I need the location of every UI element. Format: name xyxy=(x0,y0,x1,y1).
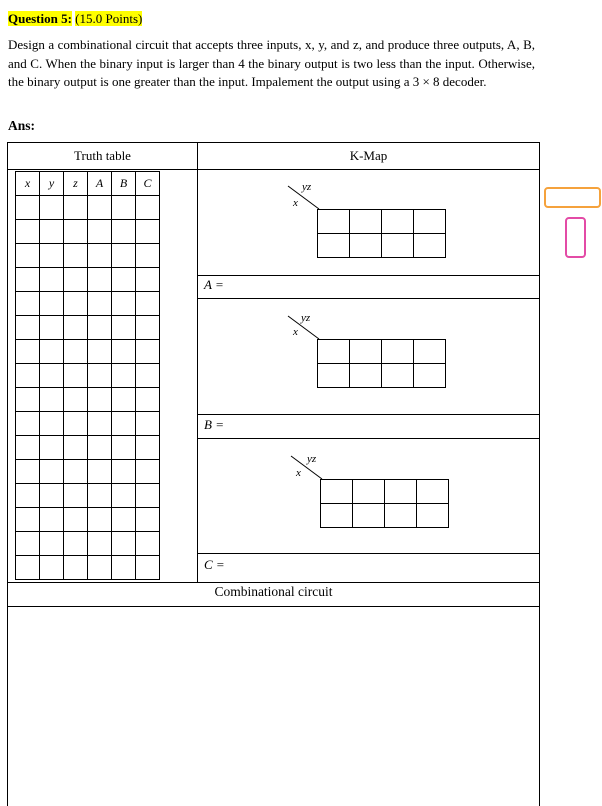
truth-table-cell[interactable] xyxy=(112,220,136,244)
truth-table-cell[interactable] xyxy=(64,196,88,220)
truth-table-cell[interactable] xyxy=(136,484,160,508)
truth-table-row xyxy=(16,340,160,364)
column-header-c: C xyxy=(136,172,160,196)
truth-table-cell[interactable] xyxy=(136,436,160,460)
truth-table-cell[interactable] xyxy=(40,412,64,436)
combinational-circuit-header: Combinational circuit xyxy=(214,584,333,599)
table-top-border xyxy=(7,142,540,143)
truth-table-cell[interactable] xyxy=(88,460,112,484)
truth-table-row xyxy=(16,220,160,244)
truth-table-cell[interactable] xyxy=(64,484,88,508)
truth-table-cell[interactable] xyxy=(40,460,64,484)
truth-table-cell[interactable] xyxy=(88,340,112,364)
truth-table-cell[interactable] xyxy=(112,556,136,580)
equation-a-label: A = xyxy=(204,277,224,292)
truth-table-grid xyxy=(15,171,160,580)
truth-table-cell[interactable] xyxy=(112,460,136,484)
truth-table-cell[interactable] xyxy=(88,436,112,460)
truth-table-cell[interactable] xyxy=(136,460,160,484)
truth-table-row xyxy=(16,244,160,268)
truth-table-cell[interactable] xyxy=(112,412,136,436)
kmap-header: K-Map xyxy=(349,148,388,163)
truth-table-cell[interactable] xyxy=(136,364,160,388)
truth-table-row xyxy=(16,556,160,580)
truth-table-cell[interactable] xyxy=(40,316,64,340)
truth-table-cell[interactable] xyxy=(136,532,160,556)
truth-table-cell[interactable] xyxy=(16,292,40,316)
table-header-divider xyxy=(7,169,540,170)
truth-table-cell[interactable] xyxy=(64,340,88,364)
truth-table-cell[interactable] xyxy=(88,244,112,268)
truth-table-cell[interactable] xyxy=(136,196,160,220)
question-label: Question 5: xyxy=(8,11,72,26)
truth-table-row xyxy=(16,436,160,460)
truth-table-row xyxy=(16,268,160,292)
truth-table-row xyxy=(16,196,160,220)
pink-annotation-box[interactable] xyxy=(565,217,586,258)
truth-table-cell[interactable] xyxy=(88,196,112,220)
truth-table-cell[interactable] xyxy=(40,508,64,532)
truth-table-cell[interactable] xyxy=(40,556,64,580)
truth-table-cell[interactable] xyxy=(16,484,40,508)
truth-table-cell[interactable] xyxy=(64,412,88,436)
truth-table-cell[interactable] xyxy=(16,316,40,340)
kmap-a-equation-top xyxy=(197,275,540,276)
kmap-b-equation-top xyxy=(197,414,540,415)
kmap-a-col-var: yz xyxy=(302,181,312,193)
truth-table-row xyxy=(16,508,160,532)
truth-table-cell[interactable] xyxy=(88,268,112,292)
truth-table-body xyxy=(16,196,160,580)
question-points: (15.0 Points) xyxy=(75,11,143,26)
truth-table-cell[interactable] xyxy=(112,340,136,364)
equation-c-label: C = xyxy=(204,557,225,572)
truth-table-row xyxy=(16,412,160,436)
truth-table-cell[interactable] xyxy=(64,388,88,412)
kmap-a-grid xyxy=(317,209,446,258)
truth-table-cell[interactable] xyxy=(136,556,160,580)
kmap-b-col-var: yz xyxy=(301,312,311,324)
truth-table-cell[interactable] xyxy=(16,412,40,436)
truth-table-cell[interactable] xyxy=(16,340,40,364)
combinational-header-divider xyxy=(7,606,540,607)
truth-table-row xyxy=(16,532,160,556)
kmap-c-grid xyxy=(320,479,449,528)
truth-table-row xyxy=(16,364,160,388)
truth-table-cell[interactable] xyxy=(64,244,88,268)
table-left-border xyxy=(7,142,8,806)
truth-table-cell[interactable] xyxy=(40,532,64,556)
truth-table-cell[interactable] xyxy=(16,196,40,220)
column-header-x: x xyxy=(16,172,40,196)
kmap-a-equation-bottom xyxy=(197,298,540,299)
truth-table-cell[interactable] xyxy=(88,292,112,316)
truth-table-cell[interactable] xyxy=(16,508,40,532)
truth-table-cell[interactable] xyxy=(112,388,136,412)
truth-table-header-row xyxy=(16,172,160,196)
truth-table-cell[interactable] xyxy=(88,388,112,412)
truth-table-cell[interactable] xyxy=(40,292,64,316)
truth-table-cell[interactable] xyxy=(40,436,64,460)
truth-table-row xyxy=(16,460,160,484)
kmap-c-row-var: x xyxy=(296,467,301,479)
truth-table-cell[interactable] xyxy=(88,412,112,436)
orange-annotation-box[interactable] xyxy=(544,187,601,208)
truth-table-cell[interactable] xyxy=(112,292,136,316)
truth-table-cell[interactable] xyxy=(136,388,160,412)
truth-table-cell[interactable] xyxy=(88,484,112,508)
truth-table-cell[interactable] xyxy=(88,532,112,556)
truth-table-cell[interactable] xyxy=(112,316,136,340)
table-right-border xyxy=(539,142,540,806)
truth-table-cell[interactable] xyxy=(136,508,160,532)
truth-table-cell[interactable] xyxy=(64,532,88,556)
truth-table-cell[interactable] xyxy=(64,220,88,244)
truth-table-cell[interactable] xyxy=(64,292,88,316)
kmap-c-col-var: yz xyxy=(307,453,317,465)
truth-table-cell[interactable] xyxy=(88,220,112,244)
answer-label: Ans: xyxy=(8,118,36,133)
truth-table-cell[interactable] xyxy=(40,484,64,508)
truth-table-cell[interactable] xyxy=(40,268,64,292)
column-header-b: B xyxy=(112,172,136,196)
truth-table-cell[interactable] xyxy=(64,508,88,532)
truth-table-row xyxy=(16,316,160,340)
column-header-y: y xyxy=(40,172,64,196)
truth-table-cell[interactable] xyxy=(16,244,40,268)
truth-table-cell[interactable] xyxy=(16,388,40,412)
kmap-c-equation-top xyxy=(197,553,540,554)
truth-table-cell[interactable] xyxy=(112,532,136,556)
question-heading xyxy=(8,10,142,27)
truth-table-cell[interactable] xyxy=(112,436,136,460)
kmap-b-grid xyxy=(317,339,446,388)
truth-table-cell[interactable] xyxy=(16,220,40,244)
truth-table-cell[interactable] xyxy=(16,364,40,388)
column-header-a: A xyxy=(88,172,112,196)
truth-table-cell[interactable] xyxy=(64,436,88,460)
truth-table-cell[interactable] xyxy=(136,268,160,292)
truth-table-cell[interactable] xyxy=(112,364,136,388)
truth-table-cell[interactable] xyxy=(112,268,136,292)
truth-table-cell[interactable] xyxy=(136,412,160,436)
truth-table-cell[interactable] xyxy=(40,196,64,220)
kmap-a-row-var: x xyxy=(293,197,298,209)
truth-table-cell[interactable] xyxy=(64,460,88,484)
truth-table-cell[interactable] xyxy=(40,388,64,412)
truth-table-row xyxy=(16,292,160,316)
truth-table-row xyxy=(16,484,160,508)
truth-table-cell[interactable] xyxy=(16,460,40,484)
equation-b-label: B = xyxy=(204,417,224,432)
truth-table-cell[interactable] xyxy=(16,556,40,580)
truth-table-cell[interactable] xyxy=(16,268,40,292)
kmap-b-row-var: x xyxy=(293,326,298,338)
table-column-divider xyxy=(197,142,198,582)
truth-table-cell[interactable] xyxy=(136,316,160,340)
truth-table-cell[interactable] xyxy=(64,268,88,292)
truth-table-cell[interactable] xyxy=(64,364,88,388)
truth-table-cell[interactable] xyxy=(16,436,40,460)
truth-table-cell[interactable] xyxy=(112,196,136,220)
truth-table-cell[interactable] xyxy=(136,292,160,316)
table-mid-divider xyxy=(7,582,540,583)
truth-table-cell[interactable] xyxy=(136,220,160,244)
truth-table-cell[interactable] xyxy=(40,220,64,244)
truth-table-cell[interactable] xyxy=(112,508,136,532)
truth-table-cell[interactable] xyxy=(88,316,112,340)
truth-table-cell[interactable] xyxy=(88,508,112,532)
truth-table-cell[interactable] xyxy=(16,532,40,556)
truth-table-cell[interactable] xyxy=(88,364,112,388)
truth-table-cell[interactable] xyxy=(40,364,64,388)
truth-table-cell[interactable] xyxy=(40,244,64,268)
kmap-b-equation-bottom xyxy=(197,438,540,439)
truth-table-row xyxy=(16,388,160,412)
truth-table-cell[interactable] xyxy=(88,556,112,580)
truth-table-cell[interactable] xyxy=(136,244,160,268)
truth-table-cell[interactable] xyxy=(112,484,136,508)
question-text: Design a combinational circuit that accepts three inputs, x, y, and z, and produce three outputs, A, B, and C. When the binary input is larger than 4 the binary output is two less than the input. Otherwise, the binary output is one greater than the input. Impalement the output using a 3 × 8 decoder. xyxy=(8,37,535,89)
truth-table-cell[interactable] xyxy=(136,340,160,364)
truth-table-cell[interactable] xyxy=(112,244,136,268)
truth-table-cell[interactable] xyxy=(64,316,88,340)
truth-table-cell[interactable] xyxy=(40,340,64,364)
truth-table-cell[interactable] xyxy=(64,556,88,580)
truth-table-header: Truth table xyxy=(74,148,131,163)
column-header-z: z xyxy=(64,172,88,196)
